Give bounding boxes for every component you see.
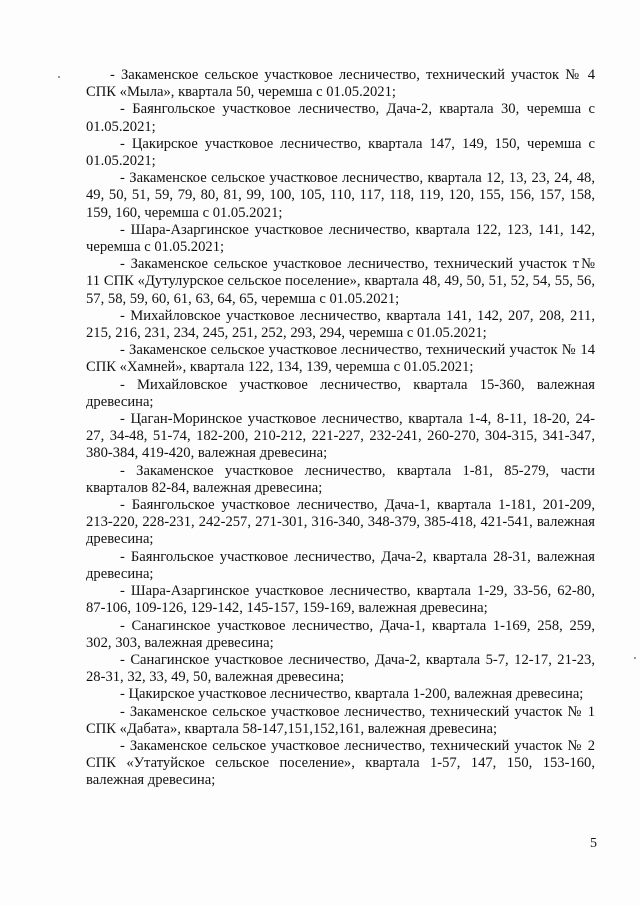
scan-speck [58, 76, 60, 78]
paragraph-18: - Закаменское сельское участковое лесничество, технический участок № 1 СПК «Дабата», квартала 58-147,151,152,161, валежная древесина; [86, 703, 595, 737]
paragraph-17: - Цакирское участковое лесничество, квартала 1-200, валежная древесина; [120, 686, 584, 703]
paragraph-16: - Санагинское участковое лесничество, Дача-2, квартала 5-7, 12-17, 21-23, 28-31, 32, 33, 49, 50, валежная древесина; [86, 651, 595, 686]
page-number: 5 [590, 836, 597, 851]
paragraph-06: - Закаменское сельское участковое лесничество, технический участок т№ 11 СПК «Дутулурское сельское поселение», квартала 48, 49, 50, 51, 52, 54, 55, 56, 57, 58, 59, 60, 61, 63, 64, 65, черемша с 01.05.2021; [86, 256, 595, 307]
paragraph-09: - Михайловское участковое лесничество, квартала 15-360, валежная древесина; [86, 376, 595, 410]
paragraph-14: - Шара-Азаргинское участковое лесничество, квартала 1-29, 33-56, 62-80, 87-106, 109-126, 129-142, 145-157, 159-169, валежная древесина; [86, 583, 595, 617]
paragraph-07: - Михайловское участковое лесничество, квартала 141, 142, 207, 208, 211, 215, 216, 231, 234, 245, 251, 252, 293, 294, черемша с 01.05.2021; [86, 307, 595, 342]
paragraph-11: - Закаменское участковое лесничество, квартала 1-81, 85-279, части кварталов 82-84, валежная древесина; [86, 462, 595, 496]
paragraph-03: - Цакирское участковое лесничество, квартала 147, 149, 150, черемша с 01.05.2021; [86, 135, 595, 170]
document-body [86, 67, 595, 790]
paragraph-19: - Закаменское сельское участковое лесничество, технический участок № 2 СПК «Утатуйское сельское поселение», квартала 1-57, 147, 150, 153-160, валежная древесина; [86, 737, 595, 789]
paragraph-08: - Закаменское сельское участковое лесничество, технический участок № 14 СПК «Хамней», квартала 122, 134, 139, черемша с 01.05.2021; [86, 342, 595, 376]
paragraph-15: - Санагинское участковое лесничество, Дача-1, квартала 1-169, 258, 259, 302, 303, валежная древесина; [86, 617, 595, 651]
scan-speck [634, 657, 636, 659]
paragraph-05: - Шара-Азаргинское участковое лесничество, квартала 122, 123, 141, 142, черемша с 01.05.2021; [86, 221, 595, 256]
paragraph-10: - Цаган-Моринское участковое лесничество, квартала 1-4, 8-11, 18-20, 24-27, 34-48, 51-74, 182-200, 210-212, 221-227, 232-241, 260-270, 304-315, 341-347, 380-384, 419-420, валежная древесина; [86, 411, 595, 462]
paragraph-01: - Закаменское сельское участковое лесничество, технический участок № 4 СПК «Мыла», квартала 50, черемша с 01.05.2021; [86, 67, 595, 101]
paragraph-13: - Баянгольское участковое лесничество, Дача-2, квартала 28-31, валежная древесина; [86, 548, 595, 582]
paragraph-04: - Закаменское сельское участковое лесничество, квартала 12, 13, 23, 24, 48, 49, 50, 51, 59, 79, 80, 81, 99, 100, 105, 110, 117, 118, 119, 120, 155, 156, 157, 158, 159, 160, черемша с 01.05.2021; [86, 170, 595, 221]
paragraph-12: - Баянгольское участковое лесничество, Дача-1, квартала 1-181, 201-209, 213-220, 228-231, 242-257, 271-301, 316-340, 348-379, 385-418, 421-541, валежная древесина; [86, 497, 595, 548]
paragraph-02: - Баянгольское участковое лесничество, Дача-2, квартала 30, черемша с 01.05.2021; [86, 101, 595, 135]
